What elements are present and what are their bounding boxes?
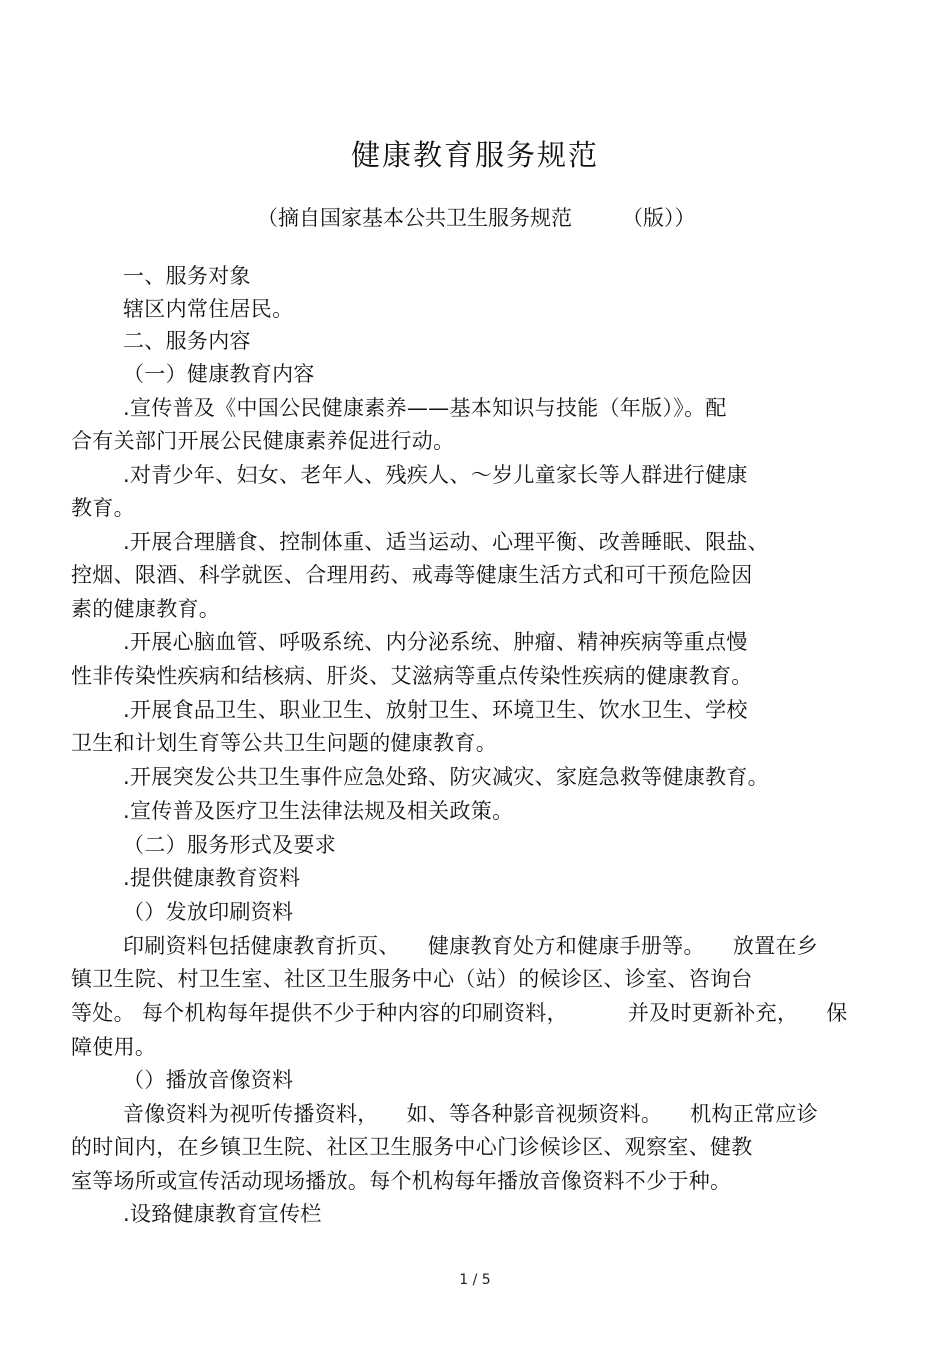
paragraph-line: 卫生和计划生育等公共卫生问题的健康教育。	[71, 731, 497, 755]
paragraph-line: .开展食品卫生、职业卫生、放射卫生、环境卫生、饮水卫生、学校	[123, 698, 748, 722]
subtitle-edition: （版））	[622, 206, 696, 230]
paragraph-line: 素的健康教育。	[71, 597, 221, 621]
section-heading: 二、服务内容	[123, 329, 251, 353]
document-title: 健康教育服务规范	[350, 138, 599, 172]
paragraph-line	[123, 1100, 818, 1128]
paragraph-line: 障使用。	[71, 1035, 157, 1059]
text-run: 保	[826, 1001, 848, 1025]
subtitle-source: （摘自国家基本公共卫生服务规范	[257, 206, 572, 230]
item-heading: （）发放印刷资料	[123, 900, 294, 924]
paragraph-line: 合有关部门开展公民健康素养促进行动。	[71, 429, 455, 453]
paragraph-line: .开展突发公共卫生事件应急处臵、防灾减灾、家庭急救等健康教育。	[123, 765, 769, 789]
paragraph-line	[71, 999, 848, 1027]
paragraph-line: 镇卫生院、村卫生室、社区卫生服务中心（站）的候诊区、诊室、咨询台	[71, 967, 753, 991]
paragraph-line: 的时间内，在乡镇卫生院、社区卫生服务中心门诊候诊区、观察室、健教	[71, 1135, 753, 1159]
paragraph-line: 教育。	[71, 496, 135, 520]
page-number: 1 / 5	[459, 1272, 491, 1288]
paragraph-line: 控烟、限酒、科学就医、合理用药、戒毒等健康生活方式和可干预危险因	[71, 563, 753, 587]
text-run: 印刷资料包括健康教育折页、	[123, 934, 400, 958]
paragraph-line: .设臵健康教育宣传栏	[123, 1202, 322, 1226]
subsection-heading: （一）健康教育内容	[123, 362, 315, 386]
text-run: 机构正常应诊	[690, 1102, 819, 1126]
document-subtitle	[257, 204, 696, 232]
subsection-heading: （二）服务形式及要求	[123, 833, 336, 857]
text-run: 放置在乡	[732, 934, 819, 958]
paragraph-line: .开展合理膳食、控制体重、适当运动、心理平衡、改善睡眠、限盐、	[123, 530, 769, 554]
paragraph-line: .宣传普及医疗卫生法律法规及相关政策。	[123, 799, 514, 823]
paragraph-line: .宣传普及《中国公民健康素养——基本知识与技能（年版）》。配	[123, 396, 727, 420]
text-run: 健康教育处方和健康手册等。	[427, 934, 705, 958]
paragraph-line	[123, 932, 818, 960]
text-run: 如、等各种影音视频资料。	[406, 1102, 663, 1126]
section-heading: 一、服务对象	[123, 264, 251, 288]
paragraph-line: .开展心脑血管、呼吸系统、内分泌系统、肿瘤、精神疾病等重点慢	[123, 630, 748, 654]
paragraph-line: 辖区内常住居民。	[123, 297, 294, 321]
paragraph-line: 室等场所或宣传活动现场播放。每个机构每年播放音像资料不少于种。	[71, 1169, 732, 1193]
paragraph-line: .对青少年、妇女、老年人、残疾人、～岁儿童家长等人群进行健康	[123, 463, 748, 487]
text-run: 等处。 每个机构每年提供不少于种内容的印刷资料，	[71, 1001, 568, 1025]
text-run: 音像资料为视听传播资料，	[123, 1102, 379, 1126]
text-run: 并及时更新补充，	[627, 1001, 799, 1025]
item-heading: （）播放音像资料	[123, 1068, 294, 1092]
paragraph-line: 性非传染性疾病和结核病、肝炎、艾滋病等重点传染性疾病的健康教育。	[71, 664, 753, 688]
paragraph-line: .提供健康教育资料	[123, 866, 301, 890]
